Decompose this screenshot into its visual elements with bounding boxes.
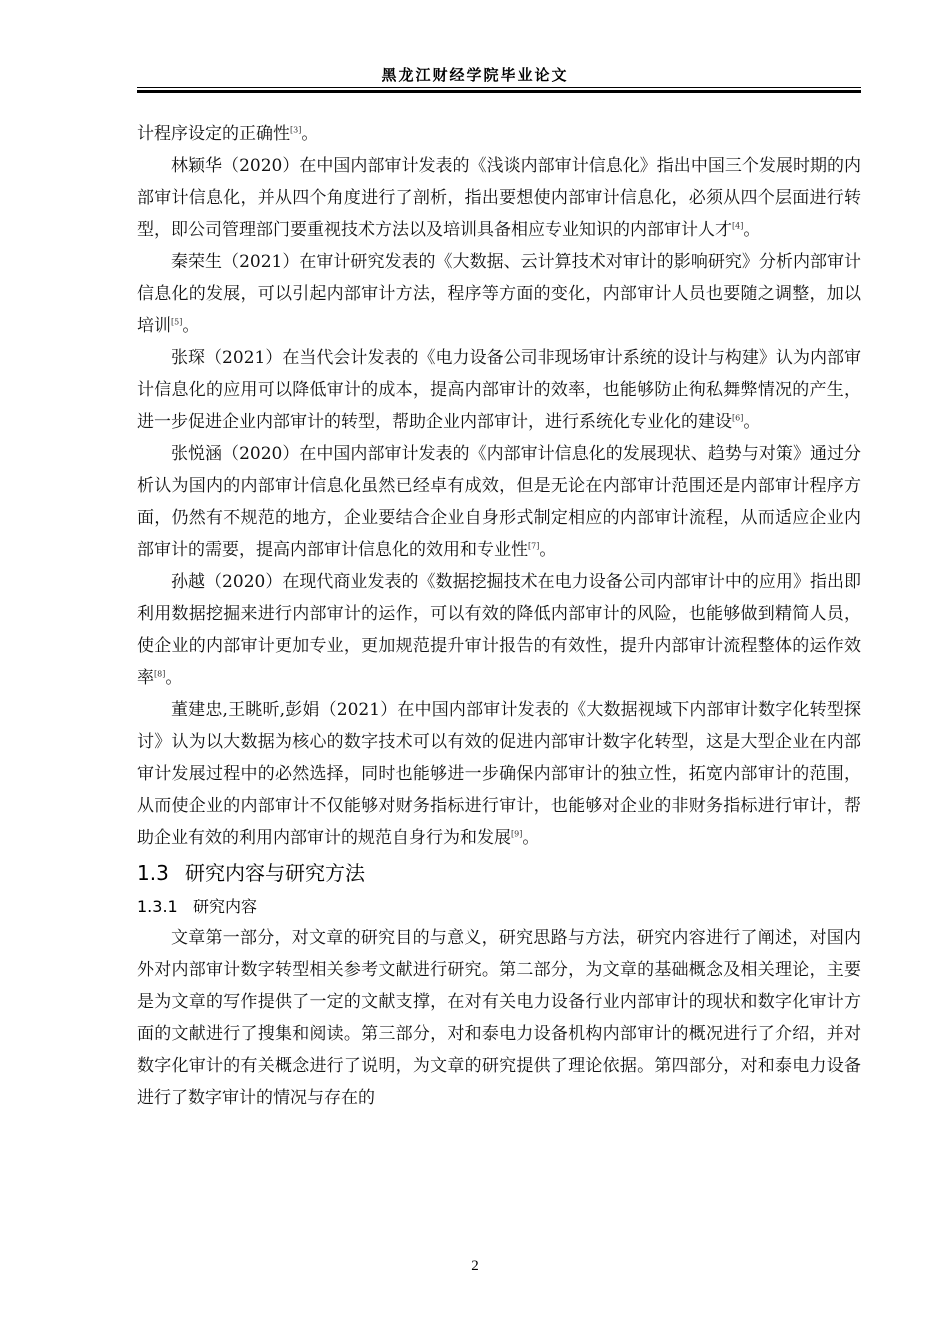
page-number: 2 [471,1258,479,1274]
citation-ref: [9] [511,829,523,839]
subsection-number: 1.3.1 [137,897,178,916]
body-text [137,118,861,1114]
section-heading [137,854,861,892]
citation-ref: [3] [290,125,302,135]
citation-ref: [5] [171,317,183,327]
citation-ref: [4] [732,221,744,231]
header-rule-thick [137,90,861,93]
paragraph: 董建忠,王眺昕,彭娟（2021）在中国内部审计发表的《大数据视域下内部审计数字化转型探讨》认为以大数据为核心的数字技术可以有效的促进内部审计数字化转型，这是大型企业在内部审计发展过程中的必然选择，同时也能够进一步确保内部审计的独立性，拓宽内部审计的范围，从而使企业的内部审计不仅能够对财务指标进行审计，也能够对企业的非财务指标进行审计，帮助企业有效的利用内部审计的规范自身行为和发展[9]。 [137,700,861,848]
paragraph: 孙越（2020）在现代商业发表的《数据挖掘技术在电力设备公司内部审计中的应用》指出即利用数据挖掘来进行内部审计的运作，可以有效的降低内部审计的风险，也能够做到精简人员，使企业的内部审计更加专业，更加规范提升审计报告的有效性，提升内部审计流程整体的运作效率[8]。 [137,572,861,688]
paragraph: 秦荣生（2021）在审计研究发表的《大数据、云计算技术对审计的影响研究》分析内部审计信息化的发展，可以引起内部审计方法，程序等方面的变化，内部审计人员也要随之调整，加以培训[5]。 [137,252,861,336]
section-number: 1.3 [137,861,169,885]
header-rule-thin [137,87,861,88]
subsection-title: 研究内容 [193,897,258,916]
paragraph: 文章第一部分，对文章的研究目的与意义，研究思路与方法，研究内容进行了阐述，对国内外对内部审计数字转型相关参考文献进行研究。第二部分，为文章的基础概念及相关理论，主要是为文章的写作提供了一定的文献支撑，在对有关电力设备行业内部审计的现状和数字化审计方面的文献进行了搜集和阅读。第三部分，对和泰电力设备机构内部审计的概况进行了介绍，并对数字化审计的有关概念进行了说明，为文章的研究提供了理论依据。第四部分，对和泰电力设备进行了数字审计的情况与存在的 [137,928,861,1108]
running-header: 黑龙江财经学院毕业论文 [381,66,569,84]
subsection-heading [137,892,861,922]
paragraph: 张琛（2021）在当代会计发表的《电力设备公司非现场审计系统的设计与构建》认为内部审计信息化的应用可以降低审计的成本，提高内部审计的效率，也能够防止徇私舞弊情况的产生，进一步促进企业内部审计的转型，帮助企业内部审计，进行系统化专业化的建设[6]。 [137,348,861,432]
paragraph: 张悦涵（2020）在中国内部审计发表的《内部审计信息化的发展现状、趋势与对策》通过分析认为国内的内部审计信息化虽然已经卓有成效，但是无论在内部审计范围还是内部审计程序方面，仍然有不规范的地方，企业要结合企业自身形式制定相应的内部审计流程，从而适应企业内部审计的需要，提高内部审计信息化的效用和专业性[7]。 [137,444,861,560]
citation-ref: [6] [732,413,744,423]
paragraph: 计程序设定的正确性[3]。 [137,124,319,144]
paragraph: 林颖华（2020）在中国内部审计发表的《浅谈内部审计信息化》指出中国三个发展时期的内部审计信息化，并从四个角度进行了剖析，指出要想使内部审计信息化，必须从四个层面进行转型，即公司管理部门要重视技术方法以及培训具备相应专业知识的内部审计人才[4]。 [137,156,861,240]
citation-ref: [8] [154,669,166,679]
section-title: 研究内容与研究方法 [185,861,365,885]
citation-ref: [7] [528,541,540,551]
